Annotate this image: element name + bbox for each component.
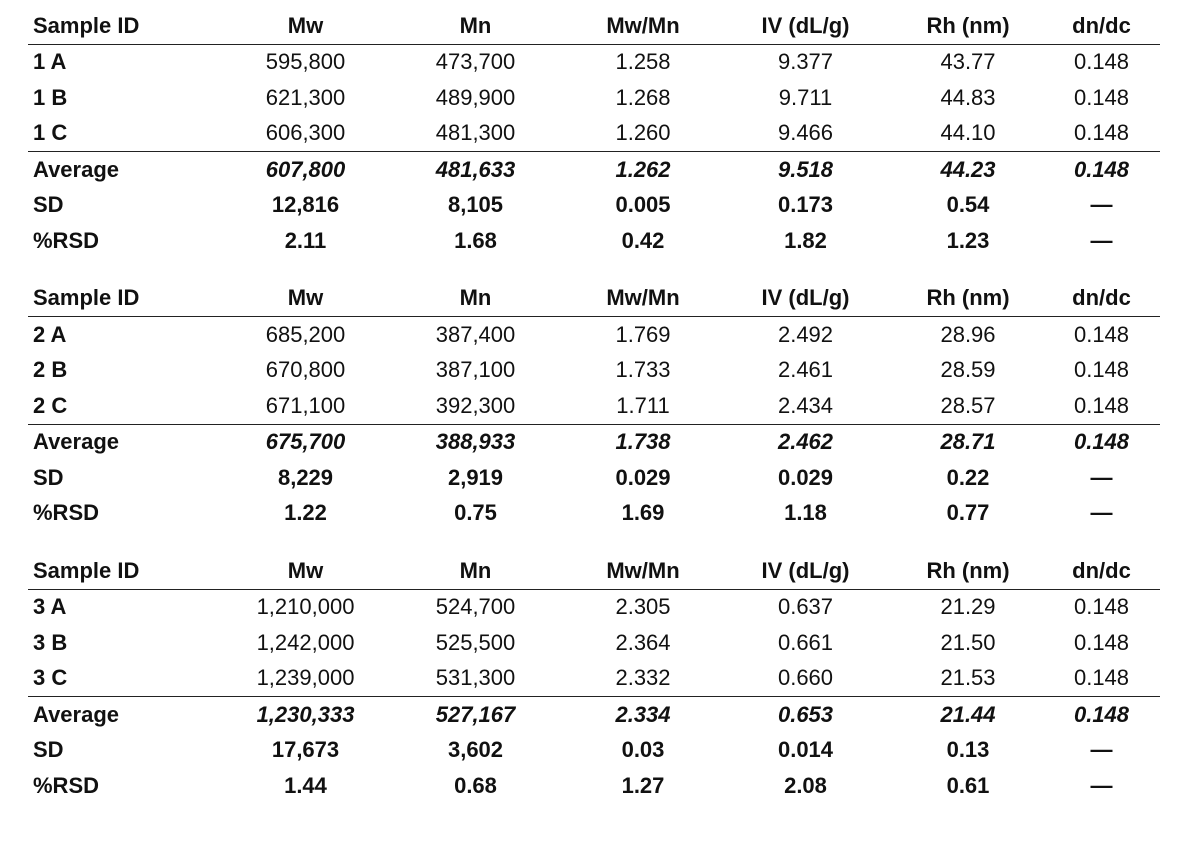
summary-value: 1,230,333 bbox=[228, 697, 383, 733]
row-label: SD bbox=[33, 737, 64, 763]
value-cell: 0.148 bbox=[1073, 629, 1130, 655]
value-cell: 387,100 bbox=[435, 357, 516, 383]
summary-value: 527,167 bbox=[383, 697, 568, 733]
column-header: Mw bbox=[228, 8, 383, 44]
column-header: IV (dL/g) bbox=[718, 553, 893, 589]
summary-value: 0.75 bbox=[454, 500, 497, 526]
sample-id-cell: 1 B bbox=[33, 84, 68, 110]
summary-value: 28.71 bbox=[893, 424, 1043, 460]
sample-id-cell: 3 A bbox=[33, 594, 67, 620]
value-cell: 44.83 bbox=[940, 84, 996, 110]
sample-id-cell: 3 B bbox=[33, 629, 68, 655]
value-cell: 606,300 bbox=[265, 120, 346, 146]
column-header: dn/dc bbox=[1043, 281, 1160, 317]
value-cell: 473,700 bbox=[435, 49, 516, 75]
value-cell: 2.434 bbox=[777, 392, 834, 418]
value-cell: 621,300 bbox=[265, 84, 346, 110]
results-document bbox=[28, 8, 1160, 826]
row-label: Average bbox=[28, 152, 228, 188]
column-header: Mw bbox=[228, 281, 383, 317]
sample-id-cell: 2 C bbox=[33, 392, 68, 418]
summary-value: 2,919 bbox=[447, 464, 504, 490]
row-label: %RSD bbox=[33, 772, 100, 798]
column-header: Mn bbox=[383, 281, 568, 317]
summary-value: 0.148 bbox=[1043, 424, 1160, 460]
summary-value: 0.014 bbox=[777, 737, 834, 763]
summary-value: 0.653 bbox=[718, 697, 893, 733]
value-cell: 28.59 bbox=[940, 357, 996, 383]
sample-row bbox=[28, 589, 1160, 625]
summary-value: 481,633 bbox=[383, 152, 568, 188]
sample-id-cell: 2 A bbox=[33, 321, 67, 347]
summary-value: — bbox=[1090, 500, 1113, 526]
summary-value: 0.77 bbox=[946, 500, 990, 526]
row-label: Average bbox=[28, 697, 228, 733]
summary-value: 44.23 bbox=[893, 152, 1043, 188]
average-row bbox=[28, 424, 1160, 460]
rsd-row bbox=[28, 223, 1160, 259]
summary-value: 0.148 bbox=[1043, 697, 1160, 733]
value-cell: 0.637 bbox=[777, 594, 834, 620]
sample-row bbox=[28, 625, 1160, 661]
summary-value: 1.23 bbox=[946, 227, 990, 253]
column-header: Rh (nm) bbox=[893, 281, 1043, 317]
summary-value: 1.68 bbox=[454, 227, 497, 253]
value-cell: 671,100 bbox=[265, 392, 346, 418]
value-cell: 9.377 bbox=[777, 49, 834, 75]
sample-id-cell: 1 A bbox=[33, 49, 67, 75]
value-cell: 489,900 bbox=[435, 84, 516, 110]
row-label: SD bbox=[33, 464, 64, 490]
sample-row bbox=[28, 317, 1160, 353]
summary-value: 2.462 bbox=[718, 424, 893, 460]
column-header: IV (dL/g) bbox=[718, 281, 893, 317]
summary-value: 675,700 bbox=[228, 424, 383, 460]
summary-value: — bbox=[1090, 737, 1113, 763]
value-cell: 0.661 bbox=[777, 629, 834, 655]
summary-value: 0.22 bbox=[946, 464, 990, 490]
value-cell: 21.50 bbox=[940, 629, 996, 655]
value-cell: 0.148 bbox=[1073, 392, 1130, 418]
sd-row bbox=[28, 733, 1160, 769]
sample-row bbox=[28, 353, 1160, 389]
sample-row bbox=[28, 44, 1160, 80]
summary-value: 0.61 bbox=[946, 772, 990, 798]
sample-id-cell: 1 C bbox=[33, 120, 68, 146]
value-cell: 0.660 bbox=[777, 665, 834, 691]
summary-value: 1.262 bbox=[568, 152, 718, 188]
value-cell: 43.77 bbox=[940, 49, 996, 75]
summary-value: 1.18 bbox=[784, 500, 827, 526]
row-label: SD bbox=[33, 192, 64, 218]
value-cell: 9.466 bbox=[777, 120, 834, 146]
value-cell: 685,200 bbox=[265, 321, 346, 347]
value-cell: 0.148 bbox=[1073, 120, 1130, 146]
summary-value: 0.005 bbox=[615, 192, 671, 218]
summary-value: 0.54 bbox=[946, 192, 990, 218]
sample-row bbox=[28, 80, 1160, 116]
average-row bbox=[28, 697, 1160, 733]
value-cell: 9.711 bbox=[778, 84, 833, 110]
value-cell: 2.305 bbox=[615, 594, 671, 620]
column-header: Mn bbox=[383, 553, 568, 589]
summary-value: 1.69 bbox=[621, 500, 665, 526]
value-cell: 2.332 bbox=[615, 665, 671, 691]
header-row bbox=[28, 553, 1160, 589]
value-cell: 0.148 bbox=[1073, 84, 1130, 110]
column-header: IV (dL/g) bbox=[718, 8, 893, 44]
value-cell: 1.258 bbox=[615, 49, 671, 75]
average-row bbox=[28, 152, 1160, 188]
column-header: Sample ID bbox=[28, 553, 228, 589]
rsd-row bbox=[28, 768, 1160, 804]
column-header: Sample ID bbox=[28, 8, 228, 44]
value-cell: 21.53 bbox=[940, 665, 996, 691]
summary-value: 2.334 bbox=[568, 697, 718, 733]
value-cell: 1,239,000 bbox=[256, 665, 355, 691]
row-label: %RSD bbox=[33, 500, 100, 526]
column-header: Sample ID bbox=[28, 281, 228, 317]
value-cell: 392,300 bbox=[435, 392, 516, 418]
value-cell: 525,500 bbox=[435, 629, 516, 655]
sample-id-cell: 2 B bbox=[33, 357, 68, 383]
summary-value: 2.08 bbox=[784, 772, 827, 798]
sd-row bbox=[28, 188, 1160, 224]
summary-value: 9.518 bbox=[718, 152, 893, 188]
value-cell: 44.10 bbox=[940, 120, 996, 146]
value-cell: 21.29 bbox=[940, 594, 996, 620]
row-label: Average bbox=[28, 424, 228, 460]
value-cell: 0.148 bbox=[1073, 49, 1130, 75]
summary-value: 0.029 bbox=[615, 464, 671, 490]
header-row bbox=[28, 8, 1160, 44]
value-cell: 387,400 bbox=[435, 321, 516, 347]
rsd-row bbox=[28, 496, 1160, 532]
column-header: Rh (nm) bbox=[893, 8, 1043, 44]
value-cell: 28.57 bbox=[940, 392, 996, 418]
value-cell: 481,300 bbox=[435, 120, 516, 146]
header-row bbox=[28, 281, 1160, 317]
summary-value: — bbox=[1090, 192, 1113, 218]
value-cell: 0.148 bbox=[1073, 594, 1130, 620]
column-header: Mw/Mn bbox=[568, 8, 718, 44]
summary-value: 1.44 bbox=[284, 772, 327, 798]
value-cell: 1,242,000 bbox=[256, 629, 355, 655]
sd-row bbox=[28, 460, 1160, 496]
summary-value: 21.44 bbox=[893, 697, 1043, 733]
value-cell: 1.733 bbox=[615, 357, 671, 383]
column-header: Mw bbox=[228, 553, 383, 589]
column-header: Rh (nm) bbox=[893, 553, 1043, 589]
summary-value: 0.42 bbox=[621, 227, 665, 253]
value-cell: 524,700 bbox=[435, 594, 516, 620]
summary-value: — bbox=[1090, 227, 1113, 253]
summary-value: 3,602 bbox=[447, 737, 504, 763]
sample-row bbox=[28, 388, 1160, 424]
summary-value: 8,229 bbox=[277, 464, 334, 490]
value-cell: 1.769 bbox=[615, 321, 671, 347]
value-cell: 1.711 bbox=[616, 392, 670, 418]
column-header: Mw/Mn bbox=[568, 281, 718, 317]
summary-value: — bbox=[1090, 464, 1113, 490]
summary-value: 1.22 bbox=[284, 500, 327, 526]
summary-value: 12,816 bbox=[271, 192, 340, 218]
value-cell: 1.268 bbox=[615, 84, 671, 110]
summary-value: 0.029 bbox=[777, 464, 834, 490]
value-cell: 1.260 bbox=[615, 120, 671, 146]
sample-id-cell: 3 C bbox=[33, 665, 68, 691]
summary-value: — bbox=[1090, 772, 1113, 798]
value-cell: 670,800 bbox=[265, 357, 346, 383]
value-cell: 0.148 bbox=[1073, 321, 1130, 347]
value-cell: 2.461 bbox=[777, 357, 834, 383]
value-cell: 2.364 bbox=[615, 629, 671, 655]
summary-value: 0.13 bbox=[946, 737, 990, 763]
summary-value: 1.82 bbox=[784, 227, 827, 253]
summary-value: 0.148 bbox=[1043, 152, 1160, 188]
column-header: Mn bbox=[383, 8, 568, 44]
value-cell: 531,300 bbox=[435, 665, 516, 691]
summary-value: 607,800 bbox=[228, 152, 383, 188]
summary-value: 0.68 bbox=[454, 772, 497, 798]
column-header: dn/dc bbox=[1043, 553, 1160, 589]
summary-value: 0.173 bbox=[777, 192, 834, 218]
summary-value: 1.27 bbox=[621, 772, 665, 798]
summary-value: 8,105 bbox=[447, 192, 504, 218]
summary-value: 388,933 bbox=[383, 424, 568, 460]
value-cell: 0.148 bbox=[1073, 357, 1130, 383]
summary-value: 1.738 bbox=[568, 424, 718, 460]
row-label: %RSD bbox=[33, 227, 100, 253]
value-cell: 0.148 bbox=[1073, 665, 1130, 691]
summary-value: 0.03 bbox=[621, 737, 665, 763]
results-table-3 bbox=[28, 553, 1160, 804]
value-cell: 2.492 bbox=[777, 321, 834, 347]
sample-row bbox=[28, 661, 1160, 697]
column-header: dn/dc bbox=[1043, 8, 1160, 44]
value-cell: 595,800 bbox=[265, 49, 346, 75]
value-cell: 1,210,000 bbox=[256, 594, 355, 620]
summary-value: 17,673 bbox=[271, 737, 340, 763]
sample-row bbox=[28, 116, 1160, 152]
column-header: Mw/Mn bbox=[568, 553, 718, 589]
results-table-2 bbox=[28, 281, 1160, 532]
summary-value: 2.11 bbox=[284, 227, 327, 253]
value-cell: 28.96 bbox=[940, 321, 996, 347]
results-table-1 bbox=[28, 8, 1160, 259]
